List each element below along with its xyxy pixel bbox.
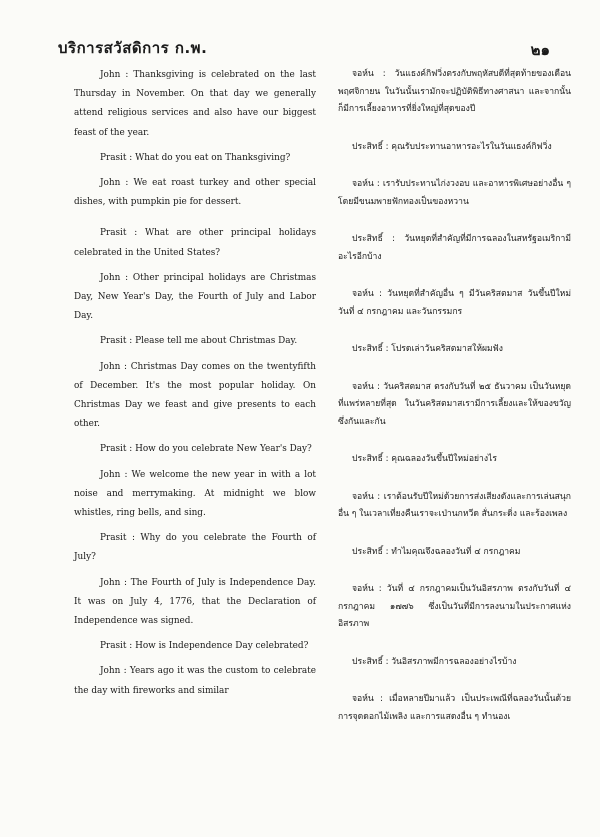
dialogue-line-en: John : The Fourth of July is Independence Day. It was on July 4, 1776, that the Declaration of Independence was signed. [74, 577, 316, 627]
dialogue-line-th: ประสิทธิ์ : ทำไมคุณจึงฉลองวันที่ ๔ กรกฎาคม [352, 546, 521, 557]
page-number: ๒๑ [530, 41, 550, 59]
dialogue-line-th: จอห์น : วันคริสตมาส ตรงกับวันที่ ๒๕ ธันวาคม เป็นวันหยุดที่แพร่หลายที่สุด ในวันคริสตมาสเรามีการเลี้ยงและให้ของขวัญซึ่งกันและกัน [338, 381, 571, 427]
dialogue-line-th: ประสิทธิ์ : วันหยุดที่สำคัญที่มีการฉลองในสหรัฐอเมริกามีอะไรอีกบ้าง [338, 234, 571, 262]
dialogue-line-en: Prasit : Why do you celebrate the Fourth of July? [74, 533, 316, 563]
dialogue-line-en: Prasit : What do you eat on Thanksgiving? [100, 152, 291, 163]
dialogue-line-th: จอห์น : เรารับประทานไก่งวงอบ และอาหารพิเศษอย่างอื่น ๆ โดยมีขนมพายฟักทองเป็นของหวาน [338, 179, 571, 207]
dialogue-line-en: John : We eat roast turkey and other special dishes, with pumpkin pie for dessert. [74, 178, 316, 208]
dialogue-line-th: ประสิทธิ์ : วันอิสรภาพมีการฉลองอย่างไรบ้าง [352, 656, 517, 667]
dialogue-line-th: จอห์น : เมื่อหลายปีมาแล้ว เป็นประเพณีที่ฉลองวันนั้นด้วยการจุดดอกไม้เพลิง และการแสดงอื่น ๆ ทำนองเ [338, 694, 571, 722]
dialogue-line-th: จอห์น : วันแธงค์กิฟวิ่งตรงกับพฤหัสบดีที่สุดท้ายของเดือนพฤศจิกายน ในวันนั้นเรามักจะปฏิบัติพิธีทางศาสนา และจากนั้นก็มีการเลี้ยงอาหารที่ยิ่งใหญ่ที่สุดของปี [338, 69, 571, 114]
dialogue-line-en: Prasit : Please tell me about Christmas Day. [100, 336, 298, 347]
dialogue-line-en: John : Christmas Day comes on the twentyfifth of December. It's the most popular holiday. On Christmas Day we feast and give presents to each other. [74, 361, 316, 430]
english-column [74, 66, 316, 707]
thai-column [338, 66, 571, 726]
dialogue-line-en: Prasit : What are other principal holidays celebrated in the United States? [74, 228, 316, 258]
dialogue-line-en: Prasit : How is Independence Day celebrated? [100, 641, 309, 652]
dialogue-line-en: Prasit : How do you celebrate New Year's Day? [100, 444, 312, 455]
dialogue-line-th: ประสิทธิ์ : คุณฉลองวันขึ้นปีใหม่อย่างไร [352, 454, 497, 464]
dialogue-line-th: จอห์น : วันที่ ๔ กรกฎาคมเป็นวันอิสรภาพ ตรงกับวันที่ ๔ กรกฎาคม ๑๗๗๖ ซึ่งเป็นวันที่มีการลงนามในประกาศแห่งอิสรภาพ [338, 584, 571, 629]
dialogue-line-th: จอห์น : วันหยุดที่สำคัญอื่น ๆ มีวันคริสตมาส วันขึ้นปีใหม่ วันที่ ๔ กรกฎาคม และวันกรรมกร [338, 289, 571, 317]
dialogue-line-th: จอห์น : เราต้อนรับปีใหม่ด้วยการส่งเสียงดังและการเล่นสนุกอื่น ๆ ในเวลาเที่ยงคืนเราจะเป่านกหวีด สั่นกระดิ่ง และร้องเพลง [338, 491, 571, 519]
dialogue-line-th: ประสิทธิ์ : โปรดเล่าวันคริสตมาสให้ผมฟัง [352, 344, 503, 354]
dialogue-line-en: John : We welcome the new year in with a lot noise and merrymaking. At midnight we blow whistles, ring bells, and sing. [74, 469, 316, 519]
dialogue-line-en: John : Other principal holidays are Christmas Day, New Year's Day, the Fourth of July and Labor Day. [74, 272, 316, 322]
dialogue-line-en: John : Years ago it was the custom to celebrate the day with fireworks and similar [74, 666, 316, 696]
dialogue-line-en: John : Thanksgiving is celebrated on the last Thursday in November. On that day we generally attend religious services and also have our biggest feast of the year. [74, 70, 316, 138]
dialogue-line-th: ประสิทธิ์ : คุณรับประทานอาหารอะไรในวันแธงค์กิฟวิ่ง [352, 141, 552, 152]
page-header-title: บริการสวัสดิการ ก.พ. [58, 39, 208, 57]
